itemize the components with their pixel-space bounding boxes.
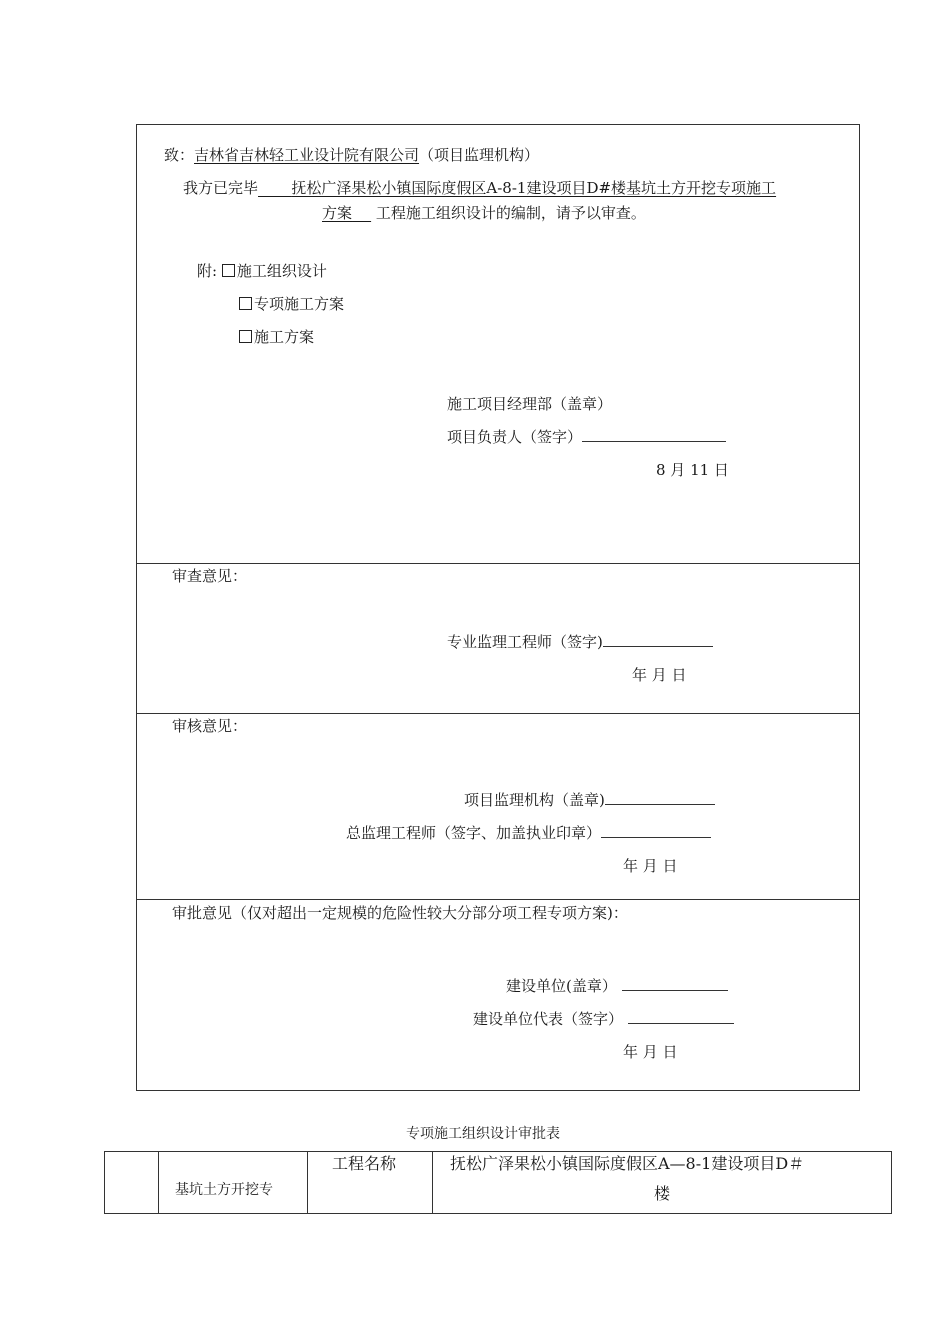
attachment-label: 专项施工方案 [254, 295, 345, 313]
addressee-line [164, 145, 539, 165]
approval-date: 年 月 日 [623, 1043, 678, 1061]
review-date: 年 月 日 [632, 666, 687, 684]
divider [137, 899, 859, 900]
checkbox-icon[interactable] [239, 330, 252, 343]
rep-sign-label: 建设单位代表（签字） [473, 1010, 624, 1028]
project-name-line2 [322, 204, 371, 222]
project-name-line1 [258, 179, 776, 197]
submission-date: 8 月 11 日 [656, 461, 729, 479]
unit-stamp-field[interactable] [622, 976, 728, 991]
statement-line-2 [322, 203, 646, 223]
org-stamp-field[interactable] [605, 790, 715, 805]
review-sign-line [447, 632, 713, 652]
statement-line-1 [183, 178, 776, 198]
rep-sign-field[interactable] [628, 1009, 734, 1024]
attachment-label: 施工方案 [254, 328, 315, 346]
manager-sign-label: 项目负责人（签字） [447, 428, 583, 446]
attachment-item-2[interactable] [239, 294, 344, 314]
attachment-label: 施工组织设计 [236, 262, 327, 280]
table-cell-value-2: 楼 [654, 1184, 671, 1203]
attachment-item-3[interactable] [239, 327, 314, 347]
unit-stamp-label: 建设单位(盖章） [506, 977, 617, 995]
table-column-divider [158, 1152, 159, 1213]
addressee-prefix: 致： [164, 146, 195, 164]
rep-sign-line [473, 1009, 734, 1029]
table-column-divider [432, 1152, 433, 1213]
project-name-text: 抚松广泽果松小镇国际度假区A-8-1建设项目D#楼基坑土方开挖专项施工 [291, 179, 777, 197]
statement-suffix: 工程施工组织设计的编制，请予以审查。 [375, 204, 646, 222]
manager-sign-line [447, 427, 726, 447]
checkbox-icon[interactable] [239, 297, 252, 310]
engineer-sign-field[interactable] [603, 632, 713, 647]
checkbox-icon[interactable] [222, 264, 235, 277]
dept-stamp: 施工项目经理部（盖章） [447, 395, 613, 413]
org-stamp-line [464, 790, 715, 810]
table-column-divider [307, 1152, 308, 1213]
addressee-suffix: （项目监理机构） [419, 146, 540, 164]
divider [137, 563, 859, 564]
unit-stamp-line [506, 976, 728, 996]
org-stamp-label: 项目监理机构（盖章) [464, 791, 605, 809]
chief-sign-field[interactable] [601, 823, 711, 838]
table-cell-value-1: 抚松广泽果松小镇国际度假区A—8-1建设项目D＃ [450, 1154, 805, 1173]
review-label: 审查意见： [172, 567, 248, 585]
audit-label: 审核意见： [172, 717, 248, 735]
table-cell-label: 工程名称 [332, 1154, 397, 1173]
chief-sign-line [346, 823, 711, 843]
attach-label: 附: [197, 262, 222, 280]
manager-sign-field[interactable] [582, 427, 726, 442]
chief-sign-label: 总监理工程师（签字、加盖执业印章） [346, 824, 602, 842]
project-name-text-2: 方案 [322, 204, 353, 222]
divider [137, 713, 859, 714]
table-title: 专项施工组织设计审批表 [406, 1126, 560, 1142]
attachment-item-1[interactable] [197, 261, 327, 281]
table-cell-subject: 基坑土方开挖专 [175, 1182, 273, 1198]
approval-label: 审批意见（仅对超出一定规模的危险性较大分部分项工程专项方案)： [172, 904, 628, 922]
engineer-sign-label: 专业监理工程师（签字) [447, 633, 603, 651]
addressee-org: 吉林省吉林轻工业设计院有限公司 [194, 146, 420, 164]
audit-date: 年 月 日 [623, 857, 678, 875]
statement-prefix: 我方已完毕 [183, 179, 259, 197]
